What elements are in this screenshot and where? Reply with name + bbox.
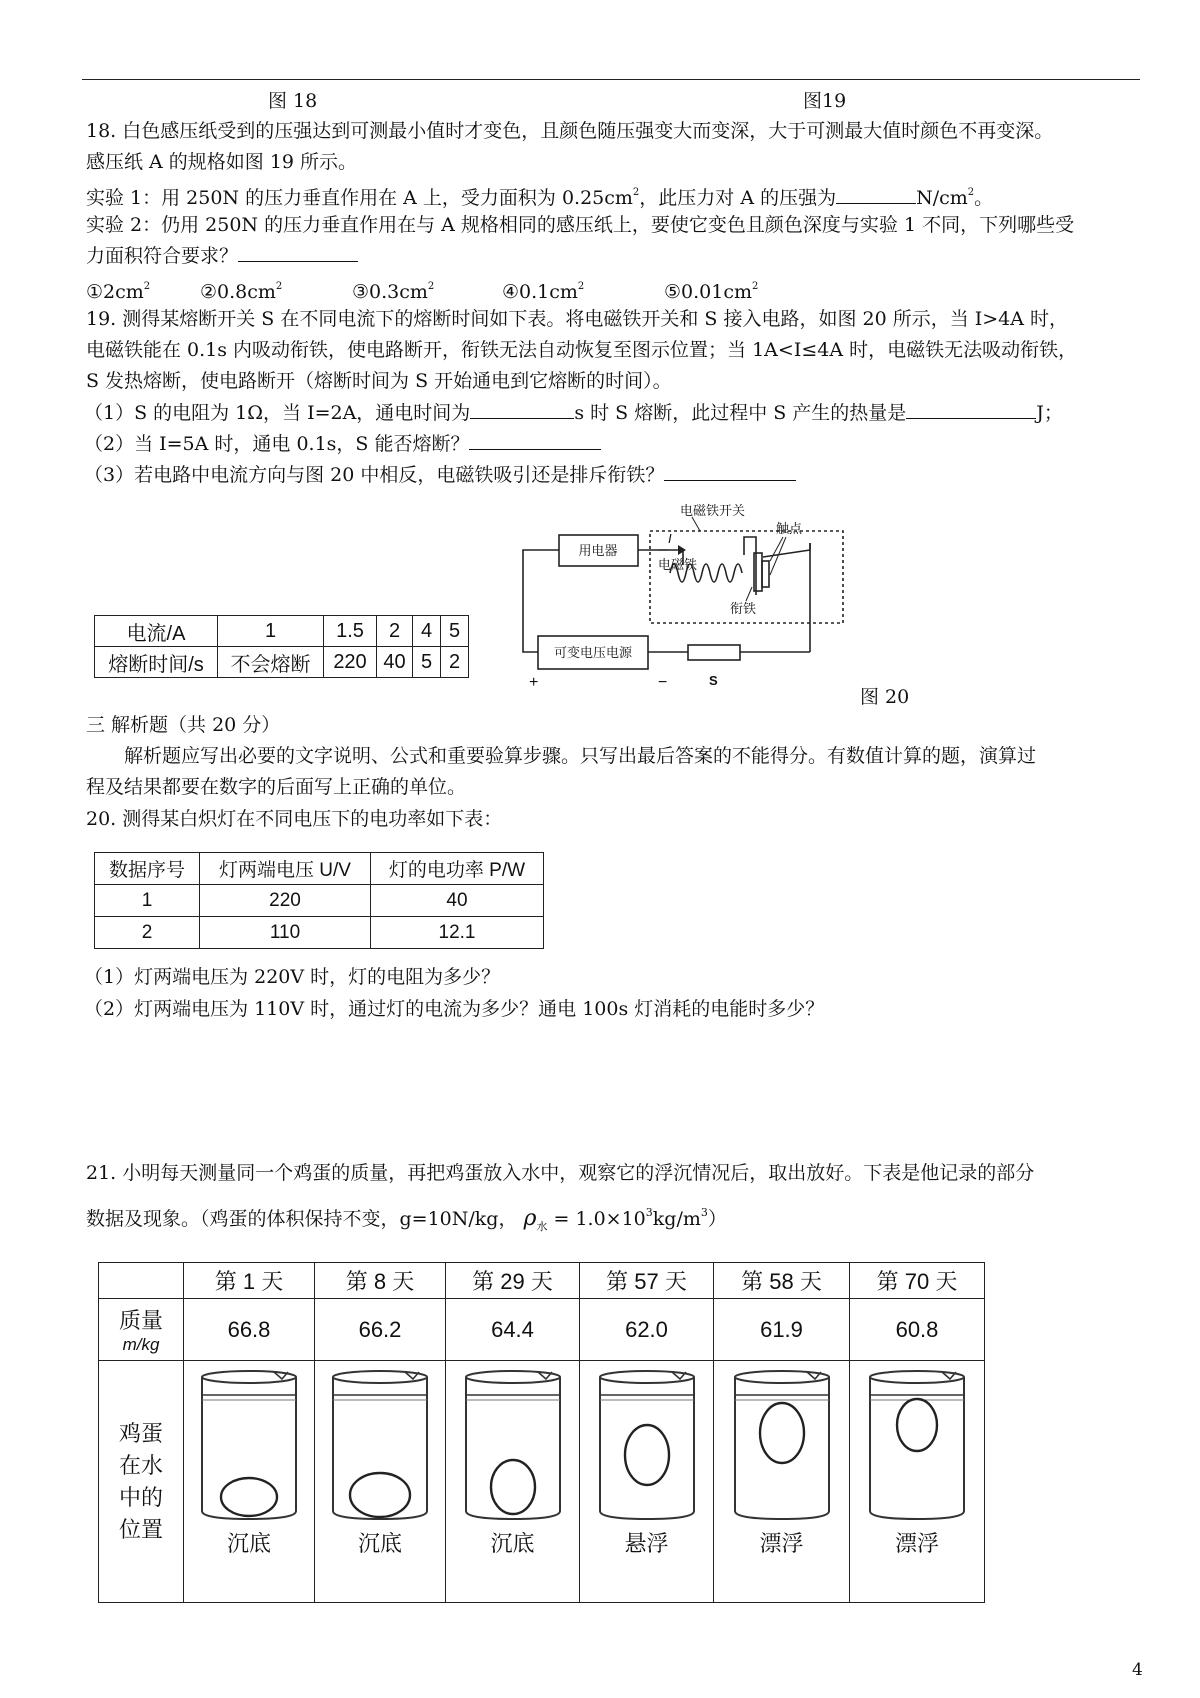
page-number: 4	[1132, 1660, 1143, 1680]
table-row: 数据序号 灯两端电压 U/V 灯的电功率 P/W	[95, 853, 544, 885]
section3-title: 三 解析题（共 20 分）	[86, 714, 281, 736]
table-row: 熔断时间/s 不会熔断 220 40 5 2	[95, 647, 469, 678]
beaker-image	[184, 1361, 314, 1527]
beaker-icon	[194, 1367, 304, 1527]
label-plus: +	[529, 674, 539, 691]
beaker-image	[580, 1361, 713, 1527]
q19-part1: （1）S 的电阻为 1Ω，当 I=2A，通电时间为 s 时 S 熔断，此过程中 S 产生的热量是 J；	[84, 398, 1063, 428]
figure-19-caption: 图19	[803, 90, 847, 112]
position-label-cell: 鸡蛋 在水 中的 位置	[99, 1361, 184, 1603]
egg-observation-table	[98, 1262, 985, 1603]
figure-20-caption: 图 20	[860, 686, 910, 708]
q20-part1: （1）灯两端电压为 220V 时，灯的电阻为多少？	[84, 966, 501, 988]
table-row: 质量 m/kg 66.8 66.2 64.4 62.0 61.9 60.8	[99, 1299, 985, 1361]
fuse-time-table	[94, 615, 469, 678]
section3-desc1: 解析题应写出必要的文字说明、公式和重要验算步骤。只写出最后答案的不能得分。有数值计算的题，演算过	[124, 745, 1037, 767]
beaker-icon	[458, 1367, 568, 1527]
q18-option-3: $③0.3cm^2$	[352, 281, 435, 303]
label-electromagnet: 电磁铁	[658, 557, 698, 572]
answer-blank-pressure[interactable]	[836, 183, 916, 204]
table-row	[99, 1361, 985, 1603]
egg-state: 漂浮	[894, 1531, 939, 1556]
q19-line1: 19. 测得某熔断开关 S 在不同电流下的熔断时间如下表。将电磁铁开关和 S 接入电路，如图 20 所示，当 I>4A 时，	[86, 308, 1069, 330]
q18-experiment2: 实验 2：仍用 250N 的压力垂直作用在与 A 规格相同的感压纸上，要使它变色且颜色深度与实验 1 不同，下列哪些受	[86, 214, 1075, 236]
table-row: 2 110 12.1	[95, 917, 544, 949]
q21-line1: 21. 小明每天测量同一个鸡蛋的质量，再把鸡蛋放入水中，观察它的浮沉情况后，取出放好。下表是他记录的部分	[86, 1162, 1035, 1184]
q19-line3: S 发热熔断，使电路断开（熔断时间为 S 开始通电到它熔断的时间）。	[86, 370, 672, 392]
q18-line2: 感压纸 A 的规格如图 19 所示。	[86, 151, 358, 173]
egg-state: 沉底	[490, 1531, 535, 1556]
beaker-image	[850, 1361, 984, 1527]
q18-option-4: $④0.1cm^2$	[502, 281, 585, 303]
answer-blank-heat[interactable]	[906, 398, 1036, 419]
lamp-power-table	[94, 852, 544, 949]
top-rule	[82, 79, 1140, 80]
answer-blank-areas[interactable]	[238, 241, 358, 262]
q18-option-1: $①2cm^2$	[86, 281, 151, 303]
q19-part2: （2）当 I=5A 时，通电 0.1s，S 能否熔断？	[84, 429, 601, 459]
table-row: 电流/A 1 1.5 2 4 5	[95, 616, 469, 647]
figure-18-caption: 图 18	[268, 90, 318, 112]
egg-state: 沉底	[357, 1531, 402, 1556]
beaker-image	[714, 1361, 849, 1527]
egg-state: 悬浮	[624, 1531, 669, 1556]
q18-option-2: $②0.8cm^2$	[200, 281, 283, 303]
label-switch: 电磁铁开关	[680, 503, 746, 518]
answer-blank-fuse[interactable]	[469, 429, 601, 450]
label-appliance: 用电器	[578, 543, 618, 558]
section3-desc2: 程及结果都要在数字的后面写上正确的单位。	[86, 776, 467, 798]
q21-line2: 数据及现象。（鸡蛋的体积保持不变，g=10N/kg， $\rho_水 = 1.0\times 10^3kg/m^3$）	[86, 1206, 727, 1233]
mass-label-cell: 质量 m/kg	[99, 1299, 184, 1361]
q20-part2: （2）灯两端电压为 110V 时，通过灯的电流为多少？通电 100s 灯消耗的电能时多少？	[84, 998, 825, 1020]
beaker-icon	[727, 1367, 837, 1527]
circuit-diagram	[508, 495, 858, 700]
beaker-icon	[862, 1367, 972, 1527]
beaker-image	[315, 1361, 445, 1527]
q18-option-5: $⑤0.01cm^2$	[664, 281, 759, 303]
table-row: 1 220 40	[95, 885, 544, 917]
q18-experiment1: 实验 1：用 250N 的压力垂直作用在 A 上，受力面积为 $0.25cm^2$，此压力对 A 的压强为 $N/cm^2$。	[86, 178, 993, 213]
q20-intro: 20. 测得某白炽灯在不同电压下的电功率如下表：	[86, 808, 503, 830]
answer-blank-time[interactable]	[470, 398, 574, 419]
label-power-source: 可变电压电源	[553, 645, 633, 660]
label-fuse: S	[709, 673, 718, 688]
label-armature: 衔铁	[730, 601, 757, 616]
answer-blank-attract[interactable]	[664, 460, 796, 481]
beaker-icon	[325, 1367, 435, 1527]
q18-experiment2-question: 力面积符合要求？	[86, 241, 358, 271]
egg-state: 沉底	[226, 1531, 271, 1556]
q19-line2: 电磁铁能在 0.1s 内吸动衔铁，使电路断开，衔铁无法自动恢复至图示位置；当 1A<I≤4A 时，电磁铁无法吸动衔铁，	[86, 339, 1078, 361]
label-current: I	[668, 531, 672, 546]
label-contact: 触点	[776, 521, 803, 536]
label-minus: −	[658, 674, 668, 691]
egg-state: 漂浮	[759, 1531, 804, 1556]
q18-line1: 18. 白色感压纸受到的压强达到可测最小值时才变色，且颜色随压强变大而变深，大于可测最大值时颜色不再变深。	[86, 120, 1054, 142]
q19-part3: （3）若电路中电流方向与图 20 中相反，电磁铁吸引还是排斥衔铁？	[84, 460, 796, 490]
fuse-box	[688, 645, 740, 660]
beaker-image	[446, 1361, 579, 1527]
beaker-icon	[592, 1367, 702, 1527]
table-row: 第 1 天 第 8 天 第 29 天 第 57 天 第 58 天 第 70 天	[99, 1263, 985, 1299]
rho-symbol: ρ	[523, 1206, 537, 1231]
